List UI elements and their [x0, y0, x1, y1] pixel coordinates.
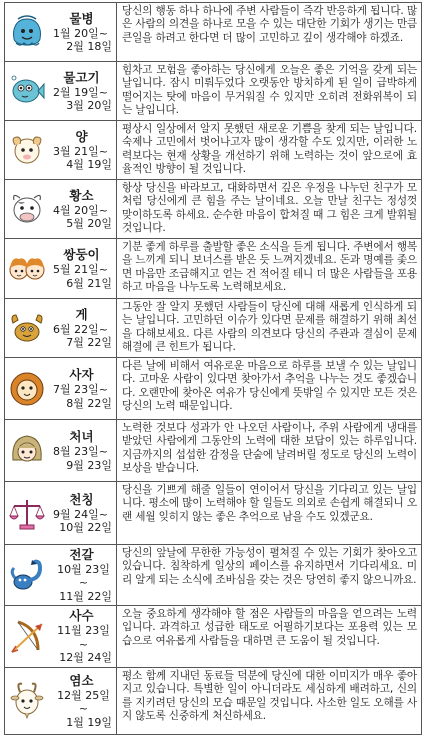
date-start: 8월 23일~ [53, 445, 108, 458]
fortune-text: 평상시 일상에서 알지 못했던 새로운 기쁨을 찾게 되는 날입니다. 숙제나 고민에서 벗어나고자 많이 생각할 수도 있지만, 이러한 노력보다는 현재 상황을 개선하기 위해 노력하는 것이 앞으로에 효율적인 방향이 될 것입니다. [117, 121, 421, 180]
libra-icon [8, 492, 46, 534]
date-start: 3월 21일~ [53, 144, 108, 158]
fortune-text: 오늘 중요하게 생각해야 할 점은 사람들의 마음을 얻으려는 노력입니다. 과격하고 성급한 태도로 어필하기보다는 포용력 있는 모습으로 여유롭게 사람들을 대하면 큰 도움이 될 것입니다. [117, 606, 421, 668]
fortune-text: 다른 날에 비해서 여유로운 마음으로 하루를 보낼 수 있는 날입니다. 고마운 사람이 있다면 찾아가서 추억을 나누는 것도 좋겠습니다. 오랜만에 찾아온 여유가 당신에게 뜻밖일 수 있지만 모든 것은 당신의 노력 때문입니다. [117, 358, 421, 420]
sign-name: 천칭 [69, 491, 94, 507]
virgo-icon [8, 430, 46, 472]
sign-name: 사수 [69, 608, 94, 624]
pisces-icon [8, 70, 46, 112]
date-end: 10월 22일 [59, 521, 112, 534]
fortune-text: 노력한 것보다 성과가 안 나오던 사람이나, 주위 사람에게 냉대를 받았던 사람에게 그동안의 노력에 대한 보답이 있는 하루입니다. 지금까지의 섭섭한 감정을 단숨에 날려버릴 정도로 당신의 노력이 보상을 받습니다. [117, 420, 421, 482]
date-end: 8월 22일 [66, 396, 112, 410]
date-end: 1월 19일 [66, 715, 112, 729]
sign-name: 양 [75, 128, 88, 144]
date-end: 6월 21일 [66, 276, 112, 290]
date-end: 11월 22일 [59, 589, 112, 603]
aries-icon [8, 129, 46, 171]
fortune-text: 기분 좋게 하루를 출발할 좋은 소식을 듣게 됩니다. 주변에서 행복을 느끼게 되니 보너스를 받은 듯 느껴지겠네요. 돈과 명예를 좇으면 마음만 조급해지고 얻는 건 적어질 테니 더 많은 사람들을 포용하고 마음을 나누도록 노력해보세요. [117, 239, 421, 299]
leo-icon [8, 368, 46, 410]
capricorn-icon [8, 680, 46, 722]
date-start: 9월 24일~ [53, 507, 108, 521]
scorpio-icon [8, 554, 46, 596]
date-start: 1월 20일~ [53, 26, 108, 40]
aquarius-icon [8, 11, 46, 53]
date-end: 4월 19일 [66, 158, 112, 171]
date-start: 11월 23일~ [57, 624, 110, 651]
date-end: 3월 20일 [66, 99, 112, 112]
sign-name: 황소 [69, 187, 94, 203]
date-end: 12월 24일 [59, 651, 112, 665]
gemini-icon [8, 248, 46, 290]
date-start: 7월 23일~ [53, 383, 108, 396]
date-start: 10월 23일~ [57, 562, 110, 590]
horoscope-table [4, 2, 422, 735]
fortune-text: 평소 함께 지내던 동료들 덕분에 당신에 대한 이미지가 매우 좋아지고 있습니다. 특별한 일이 아니더라도 세심하게 배려하고, 신의를 지키려던 당신의 모습 때문일 것입니다. 사소한 일도 오해를 사지 않도록 신중하게 처신하세요. [122, 670, 417, 722]
fortune-text: 당신의 앞날에 무한한 가능성이 펼쳐질 수 있는 기회가 찾아오고 있습니다. 침착하게 일상의 페이스를 유지하면서 기다리세요. 미리 알게 되는 소식에 조바심을 갖는 것은 당연히 좋지 않으니까요. [117, 545, 421, 606]
fortune-text: 항상 당신을 바라보고, 대화하면서 깊은 우정을 나누던 친구가 모처럼 당신에게 큰 힘을 주는 날이네요. 오늘 만날 친구는 정성껏 맞이하도록 하세요. 순수한 마음이 합쳐질 때 그 힘은 크게 발휘될 것입니다. [117, 180, 421, 239]
sign-name: 게 [75, 306, 88, 322]
sign-name: 처녀 [69, 429, 94, 444]
sign-name: 전갈 [69, 546, 94, 562]
date-start: 2월 19일~ [53, 85, 108, 99]
date-start: 4월 20일~ [53, 203, 108, 217]
sagittarius-icon [8, 616, 46, 658]
fortune-text: 당신의 행동 하나 하나에 주변 사람들이 즉각 반응하게 됩니다. 많은 사람의 의견을 하나로 모을 수 있는 대단한 기회가 생기는 만큼 큰일을 하려고 한다면 더 많이 고민하고 깊이 생각해야 하겠죠. [117, 3, 421, 62]
sign-name: 물병 [69, 10, 94, 26]
sign-name: 사자 [69, 367, 94, 382]
date-end: 5월 20일 [66, 217, 112, 230]
date-start: 6월 22일~ [53, 322, 108, 336]
sign-name: 물고기 [63, 69, 100, 85]
date-end: 7월 22일 [66, 336, 112, 349]
date-start: 5월 21일~ [53, 263, 108, 276]
taurus-icon [8, 188, 46, 230]
date-end: 2월 18일 [66, 40, 112, 53]
fortune-text: 그동안 잘 알지 못했던 사람들이 당신에 대해 새롭게 인식하게 되는 날입니다. 고민하던 이슈가 있다면 문제를 해결하기 위해 최선을 다해보세요. 다른 사람의 의견보다 당신의 주관과 결심이 문제 해결에 큰 힌트가 됩니다. [117, 299, 421, 358]
fortune-text: 힘차고 모험을 좋아하는 당신에게 오늘은 좋은 기억을 갖게 되는 날입니다. 잠시 미뤄두었다 오랫동안 방치하게 된 일이 급박하게 떨어지는 탓에 마음이 무거워질 수 있지만 오히려 전화위복이 되는 날입니다. [117, 62, 421, 121]
fortune-text: 당신을 기쁘게 해줄 일들이 연이어서 당신을 기다리고 있는 날입니다. 평소에 많이 노력해야 할 일들도 의외로 손쉽게 해결되니 오랜 세월 잊히지 않는 좋은 추억으로 남을 수도 있겠군요. [117, 482, 421, 545]
sign-name: 염소 [69, 672, 94, 688]
cancer-icon [8, 307, 46, 349]
sign-name: 쌍둥이 [63, 247, 100, 262]
date-start: 12월 25일~ [57, 688, 110, 716]
date-end: 9월 23일 [66, 458, 112, 472]
